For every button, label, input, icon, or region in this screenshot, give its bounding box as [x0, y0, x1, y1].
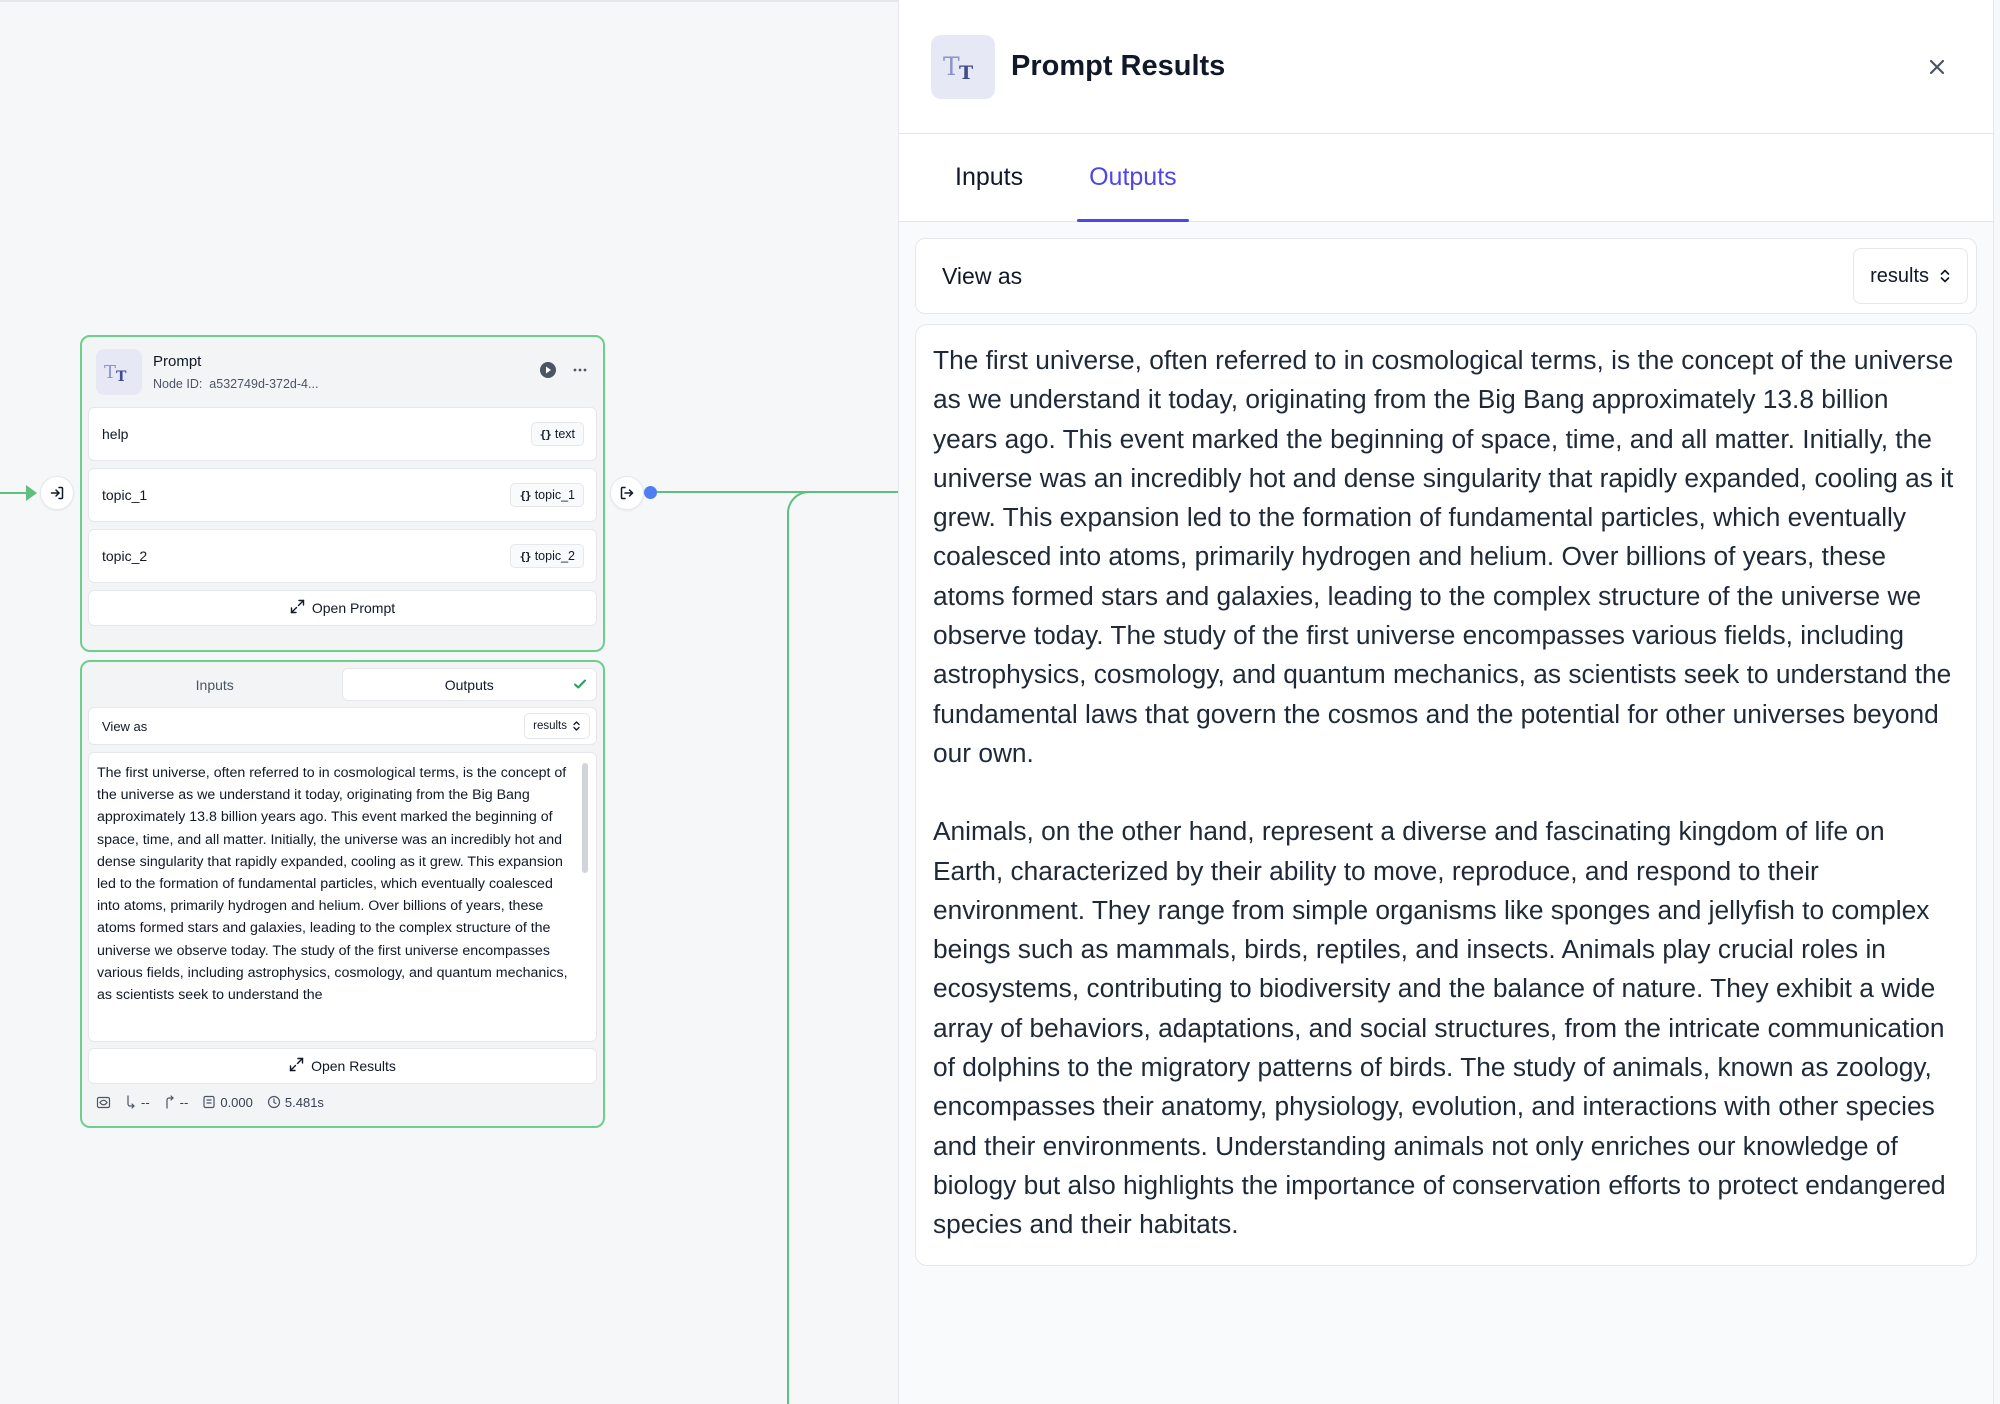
node-title: Prompt: [153, 353, 202, 370]
open-prompt-label: Open Prompt: [311, 600, 396, 616]
result-paragraph: The first universe, often referred to in cosmological terms, is the concept of the universe as we understand it today, originating from the Big Bang approximately 13.8 billion years ago. This event marked the beginning of space, time, and all matter. Initially, the universe was an incredibly hot and dense singularity that rapidly expanded, cooling as it grew. This expansion led to the formation of fundamental particles, which eventually coalesced into atoms, primarily hydrogen and helium. Over billions of years, these atoms formed stars and galaxies, leading to the complex structure of the universe we observe today. The study of the first universe encompasses various fields, including astrophysics, cosmology, and quantum mechanics, as scientists seek to understand the fundamental laws that govern the cosmos and the potential for other universes beyond our own.: [933, 345, 1954, 768]
time-value: 5.481s: [284, 1094, 324, 1110]
tokens-out-stat: [164, 1094, 189, 1110]
view-as-value: results: [533, 720, 567, 732]
code-braces-icon: {}: [519, 549, 531, 563]
svg-text:T: T: [959, 61, 974, 82]
outgoing-edge-branch: [787, 491, 817, 1404]
results-view-as-row: [88, 707, 597, 745]
prompt-node[interactable]: [80, 335, 605, 652]
panel-header: [899, 0, 1993, 134]
input-handle-icon[interactable]: [40, 476, 74, 510]
tokens-out-value: --: [179, 1094, 189, 1110]
cost-icon: [202, 1095, 216, 1109]
tab-outputs-label: Outputs: [444, 676, 494, 693]
results-text: The first universe, often referred to in cosmological terms, is the concept of the universe as we understand it today, originating from the Big Bang approximately 13.8 billion years ago. This event marked the beginning of space, time, and all matter. Initially, the universe was an incredibly hot and dense singularity that rapidly expanded, cooling as it grew. This expansion led to the formation of fundamental particles, which eventually coalesced into atoms, primarily hydrogen and helium. Over billions of years, these atoms formed stars and galaxies, leading to the complex structure of the universe we observe today. The study of the first universe encompasses various fields, including astrophysics, cosmology, and quantum mechanics, as scientists seek to understand the: [97, 765, 568, 1004]
output-handle-icon[interactable]: [610, 476, 644, 510]
time-stat: [267, 1095, 324, 1110]
param-row-topic-1[interactable]: [88, 468, 597, 522]
expand-icon: [290, 599, 305, 617]
param-name: help: [102, 426, 129, 442]
param-name: topic_2: [102, 548, 148, 564]
expand-icon: [289, 1057, 304, 1075]
incoming-edge-arrow: [26, 485, 37, 501]
param-chip-label: topic_1: [534, 488, 575, 502]
svg-text:T: T: [943, 51, 960, 81]
param-chip[interactable]: [510, 483, 584, 507]
results-node[interactable]: [80, 660, 605, 1128]
svg-text:T: T: [116, 369, 127, 383]
param-chip[interactable]: [531, 422, 584, 446]
outgoing-edge: [650, 491, 898, 493]
param-chip[interactable]: [510, 544, 584, 568]
output-connector-dot[interactable]: [644, 486, 657, 499]
open-prompt-button[interactable]: [88, 590, 597, 626]
tab-outputs[interactable]: [342, 668, 598, 701]
result-paragraph: Animals, on the other hand, represent a diverse and fascinating kingdom of life on Earth, characterized by their ability to move, reproduce, and respond to their environment. They range from simple organisms like sponges and jellyfish to complex beings such as mammals, birds, reptiles, and insects. Animals play crucial roles in ecosystems, contributing to biodiversity and the balance of nature. They exhibit a wide array of behaviors, adaptations, and social structures, from the intricate communication of dolphins to the migratory patterns of birds. The study of animals, known as zoology, encompasses their anatomy, physiology, evolution, and interactions with other species and their environments. Understanding animals not only enriches our knowledge of biology but also highlights the importance of conservation efforts to protect endangered species and their habitats.: [933, 816, 1946, 1240]
results-output[interactable]: [915, 324, 1977, 1266]
view-as-value: results: [1870, 264, 1929, 287]
node-id-value: a532749d-372d-4...: [209, 377, 319, 391]
tab-outputs[interactable]: Outputs: [1077, 134, 1189, 221]
results-node-tabs: [88, 668, 597, 701]
tokens-out-icon: [164, 1094, 176, 1110]
param-name: topic_1: [102, 487, 148, 503]
panel-tabs: [899, 134, 1993, 222]
results-panel: [898, 0, 1994, 1404]
node-id-label: Node ID:: [153, 377, 203, 391]
node-id: [153, 377, 539, 391]
view-as-select[interactable]: [1853, 248, 1968, 304]
cost-stat: [202, 1095, 253, 1110]
more-icon[interactable]: [571, 361, 589, 384]
results-text-area[interactable]: [88, 752, 597, 1042]
tab-inputs[interactable]: Inputs: [195, 676, 234, 693]
chevron-updown-icon: [1939, 267, 1951, 285]
svg-text:T: T: [104, 362, 117, 383]
view-as-label: View as: [942, 262, 1023, 289]
code-braces-icon: {}: [519, 488, 531, 502]
tokens-in-value: --: [141, 1094, 150, 1110]
param-row-help[interactable]: [88, 407, 597, 461]
time-icon: [267, 1095, 281, 1109]
view-as-select[interactable]: [524, 713, 590, 739]
panel-body: [899, 222, 1993, 1404]
code-braces-icon: {}: [539, 427, 551, 441]
panel-title: Prompt Results: [1011, 50, 1226, 82]
eye-icon[interactable]: [96, 1095, 111, 1110]
close-icon[interactable]: [1919, 49, 1955, 85]
tab-inputs[interactable]: Inputs: [955, 163, 1024, 191]
cost-value: 0.000: [220, 1094, 253, 1110]
workflow-canvas[interactable]: [0, 0, 898, 1404]
param-chip-label: text: [554, 427, 575, 441]
param-chip-label: topic_2: [534, 549, 575, 563]
chevron-updown-icon: [572, 720, 581, 732]
text-type-icon: [96, 349, 142, 395]
play-icon[interactable]: [539, 361, 557, 384]
open-results-button[interactable]: [88, 1048, 597, 1084]
text-type-icon: [931, 35, 995, 99]
view-as-row: [915, 238, 1977, 314]
node-stats: [96, 1094, 589, 1110]
tokens-in-icon: [125, 1094, 137, 1110]
view-as-label: View as: [102, 718, 148, 734]
check-icon: [572, 676, 588, 695]
open-results-label: Open Results: [311, 1058, 396, 1074]
scrollbar[interactable]: [582, 763, 588, 873]
tokens-in-stat: [125, 1094, 150, 1110]
prompt-node-header: [82, 337, 603, 407]
param-row-topic-2[interactable]: [88, 529, 597, 583]
